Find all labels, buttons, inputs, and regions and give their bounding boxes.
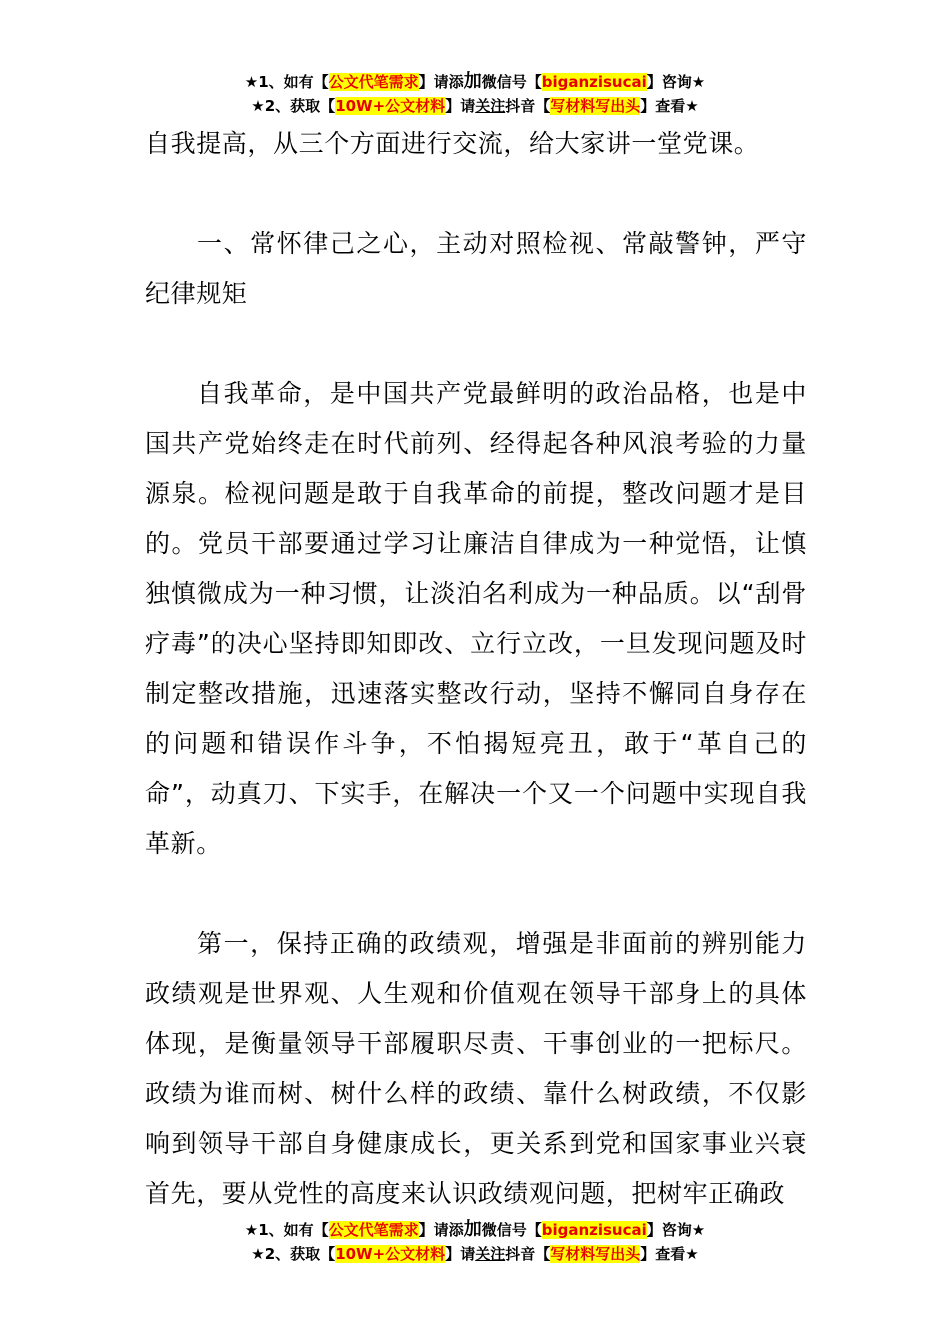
promo-text: 】请添 — [418, 1221, 464, 1239]
promo-emphasis: 加 — [463, 71, 482, 92]
promo-text: 抖音【 — [505, 1245, 551, 1263]
promo-text: ★1、如有【 — [244, 1221, 329, 1239]
promo-text: ★2、获取【 — [251, 1245, 336, 1263]
promo-emphasis: 关注 — [475, 97, 506, 115]
promo-line-2 — [0, 1242, 950, 1266]
promo-text: 】请添 — [418, 73, 464, 91]
promo-highlight-wechat-id: biganzisucai — [541, 1221, 647, 1239]
promo-text: 抖音【 — [505, 97, 551, 115]
promo-line-2 — [0, 94, 950, 118]
promo-text: 微信号【 — [481, 1221, 542, 1239]
promo-text: ★2、获取【 — [251, 97, 336, 115]
promo-text: 】查看★ — [640, 97, 699, 115]
promo-highlight: 公文代笔需求 — [328, 73, 419, 91]
promo-highlight-wechat-id: biganzisucai — [541, 73, 647, 91]
header-promo-banner — [0, 70, 950, 118]
promo-emphasis: 关注 — [475, 1245, 506, 1263]
promo-text: 】查看★ — [640, 1245, 699, 1263]
promo-highlight: 10W+公文材料 — [335, 1245, 446, 1263]
promo-highlight: 公文代笔需求 — [328, 1221, 419, 1239]
promo-line-1 — [0, 70, 950, 94]
promo-text: 】请 — [445, 1245, 476, 1263]
document-body — [145, 119, 807, 1219]
promo-text: 】咨询★ — [646, 73, 706, 91]
promo-emphasis: 加 — [463, 1219, 482, 1240]
section-heading-1: 一、常怀律己之心，主动对照检视、常敲警钟，严守纪律规矩 — [145, 229, 807, 308]
promo-text: 微信号【 — [481, 73, 542, 91]
paragraph-self-revolution: 自我革命，是中国共产党最鲜明的政治品格，也是中国共产党始终走在时代前列、经得起各种风浪考验的力量源泉。检视问题是敢于自我革命的前提，整改问题才是目的。党员干部要通过学习让廉洁自律成为一种觉悟，让慎独慎微成为一种习惯，让淡泊名利成为一种品质。以“刮骨疗毒”的决心坚持即知即改、立行立改，一旦发现问题及时制定整改措施，迅速落实整改行动，坚持不懈同自身存在的问题和错误作斗争，不怕揭短亮丑，敢于“革自己的命”，动真刀、下实手，在解决一个又一个问题中实现自我革新。 — [145, 379, 807, 858]
promo-text: 】请 — [445, 97, 476, 115]
promo-highlight-douyin-id: 写材料写出头 — [550, 97, 641, 115]
footer-promo-banner — [0, 1218, 950, 1266]
promo-highlight-douyin-id: 写材料写出头 — [550, 1245, 641, 1263]
paragraph-performance-view: 第一，保持正确的政绩观，增强是非面前的辨别能力政绩观是世界观、人生观和价值观在领导干部身上的具体体现，是衡量领导干部履职尽责、干事创业的一把标尺。政绩为谁而树、树什么样的政绩、靠什么树政绩，不仅影响到领导干部自身健康成长，更关系到党和国家事业兴衰首先，要从党性的高度来认识政绩观问题，把树牢正确政 — [145, 929, 807, 1208]
promo-highlight: 10W+公文材料 — [335, 97, 446, 115]
promo-text: 】咨询★ — [646, 1221, 706, 1239]
paragraph-intro-continuation: 自我提高，从三个方面进行交流，给大家讲一堂党课。 — [145, 129, 760, 158]
promo-text: ★1、如有【 — [244, 73, 329, 91]
promo-line-1 — [0, 1218, 950, 1242]
